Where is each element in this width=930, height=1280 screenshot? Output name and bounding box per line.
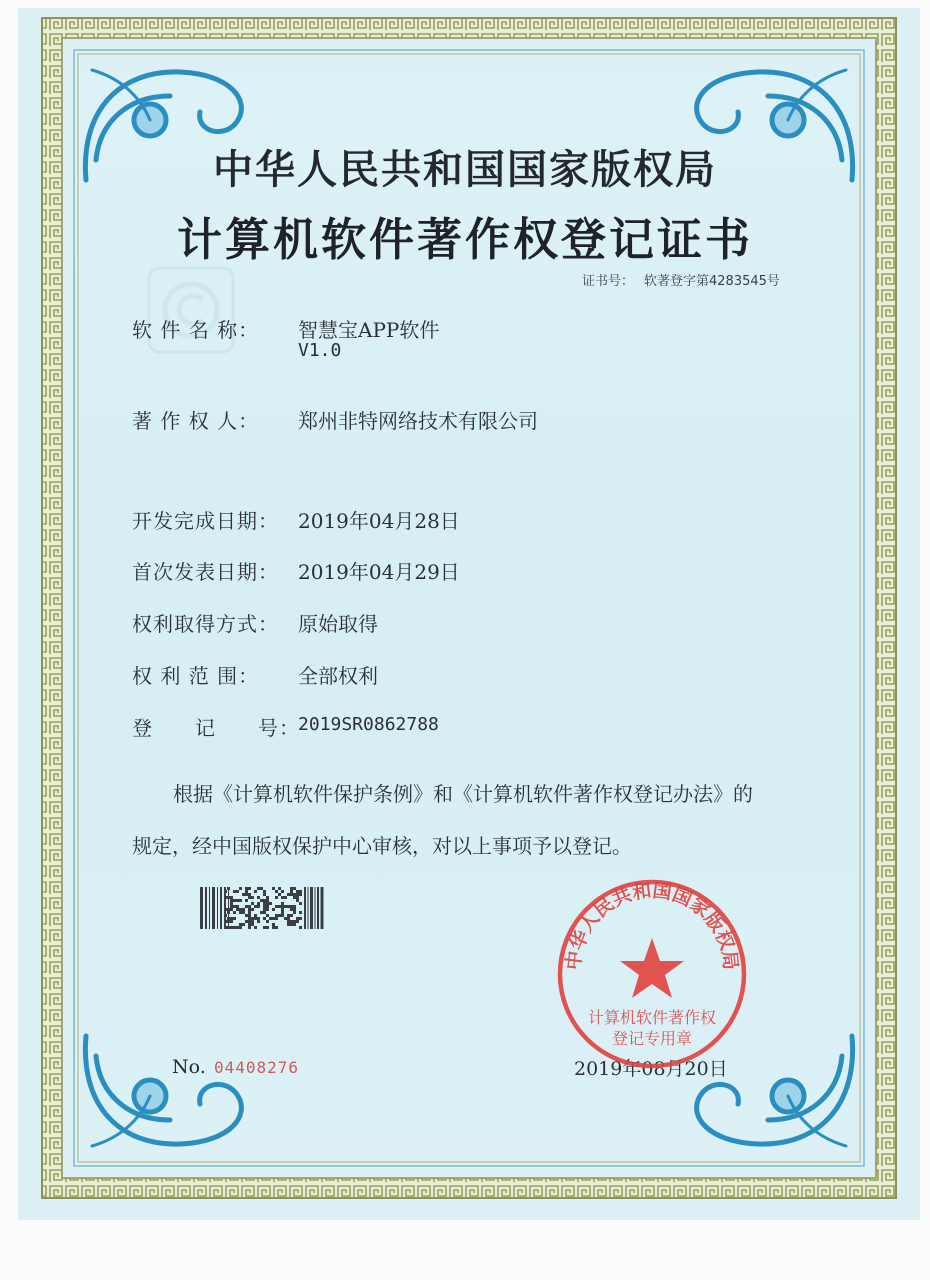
certificate-number xyxy=(582,270,780,289)
completion-date-value: 2019年04月28日 xyxy=(298,509,460,533)
seal-center-line-2: 登记专用章 xyxy=(611,1029,693,1048)
issuer-heading: 中华人民共和国国家版权局 xyxy=(213,146,717,193)
software-version-value: V1.0 xyxy=(298,340,342,361)
official-seal xyxy=(552,874,752,1074)
publish-date-value: 2019年04月29日 xyxy=(298,560,460,584)
seal-star-icon xyxy=(620,938,684,998)
software-name-value: 智慧宝APP软件 xyxy=(298,318,440,342)
serial-number: 04408276 xyxy=(214,1058,300,1077)
barcode-icon xyxy=(200,887,326,929)
acquisition-method-label: 权利取得方式： xyxy=(132,612,279,636)
certificate-number-value: 软著登字第4283545号 xyxy=(644,274,780,289)
completion-date-label: 开发完成日期： xyxy=(132,509,279,533)
corner-ornament-bottom-left xyxy=(85,1036,241,1146)
owner-label: 著 作 权 人： xyxy=(132,409,260,433)
owner-value: 郑州非特网络技术有限公司 xyxy=(298,409,538,433)
certificate-title: 计算机软件著作权登记证书 xyxy=(176,213,753,266)
seal-ring-text: 中华人民共和国国家版权局 xyxy=(562,879,742,972)
publish-date-label: 首次发表日期： xyxy=(132,560,279,584)
rights-scope-label: 权 利 范 围： xyxy=(132,664,260,688)
statement-line-1: 根据《计算机软件保护条例》和《计算机软件著作权登记办法》的 xyxy=(173,782,753,806)
registration-number-label: 登 记 号： xyxy=(132,716,300,740)
copyright-watermark-icon xyxy=(143,262,239,358)
rights-scope-value: 全部权利 xyxy=(298,664,378,688)
issue-date: 2019年08月20日 xyxy=(574,1058,728,1080)
seal-center-line-1: 计算机软件著作权 xyxy=(587,1008,717,1027)
statement-line-2: 规定，经中国版权保护中心审核，对以上事项予以登记。 xyxy=(132,834,632,858)
certificate-number-label: 证书号： xyxy=(582,274,635,289)
registration-number-value: 2019SR0862788 xyxy=(298,714,439,735)
acquisition-method-value: 原始取得 xyxy=(298,612,378,636)
serial-label: No. xyxy=(172,1056,206,1078)
software-name-label: 软 件 名 称： xyxy=(132,318,260,342)
